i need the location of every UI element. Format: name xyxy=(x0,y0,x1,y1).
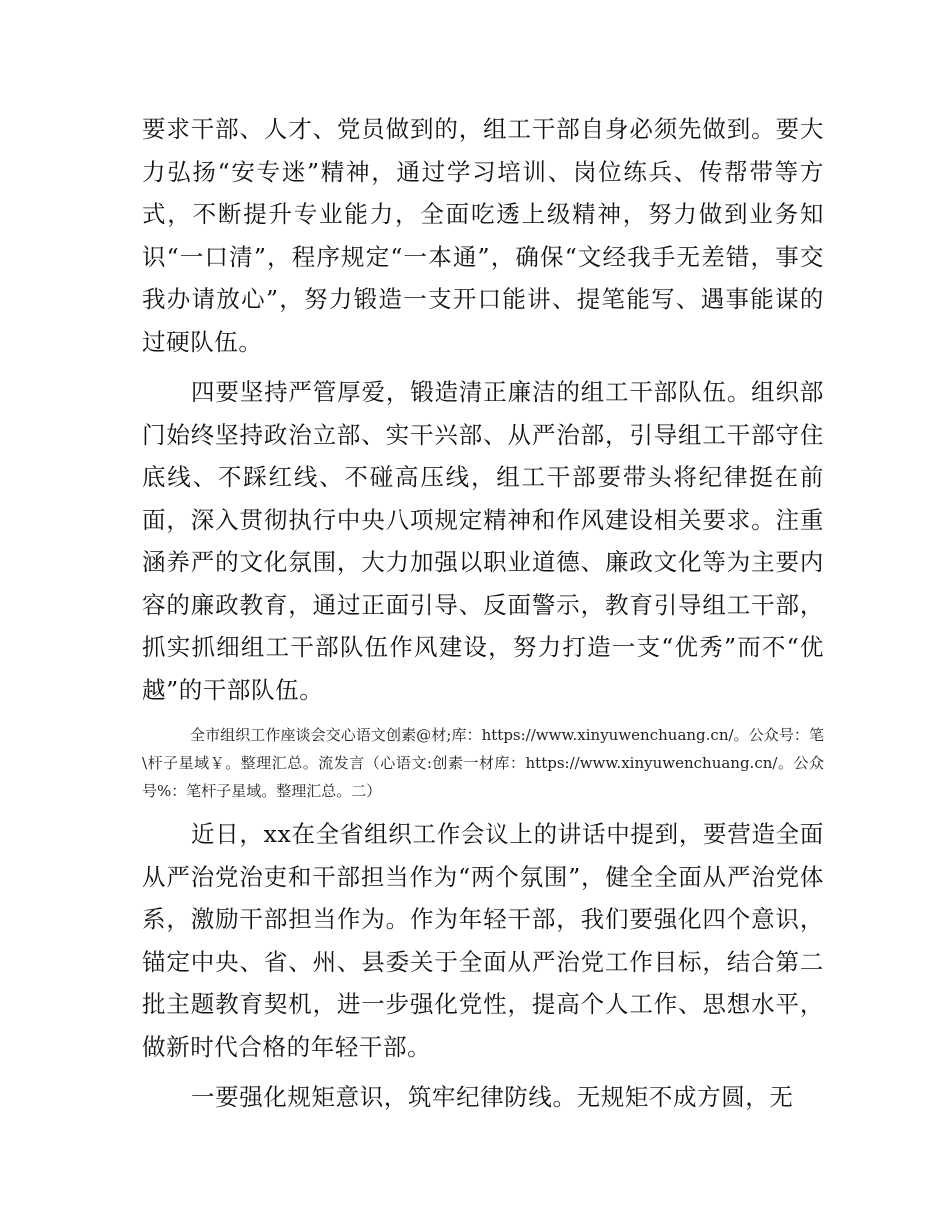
source-note: 全市组织工作座谈会交心语文创素@材;库：https://www.xinyuwenchuang.cn/。公众号：笔\杆子星域￥。整理汇总。流发言（心语文:创素一材库：https://www.xinyuwenchuang.cn/。公众号%：笔杆子星域。整理汇总。二） xyxy=(142,726,824,800)
paragraph-provincial-meeting: 近日，xx在全省组织工作会议上的讲话中提到，要营造全面从严治党治吏和干部担当作为“两个氛围”，健全全面从严治党体系，激励干部担当作为。作为年轻干部，我们要强化四个意识，锚定中央、省、州、县委关于全面从严治党工作目标，结合第二批主题教育契机，进一步强化党性，提高个人工作、思想水平，做新时代合格的年轻干部。 xyxy=(142,820,824,1061)
paragraph-cadre-requirements: 要求干部、人才、党员做到的，组工干部自身必须先做到。要大力弘扬“安专迷”精神，通过学习培训、岗位练兵、传帮带等方式，不断提升专业能力，全面吃透上级精神，努力做到业务知识“一口清”，程序规定“一本通”，确保“文经我手无差错，事交我办请放心”，努力锻造一支开口能讲、提笔能写、遇事能谋的过硬队伍。 xyxy=(142,115,824,356)
paragraph-rules-awareness: 一要强化规矩意识，筑牢纪律防线。无规矩不成方圆，无 xyxy=(191,1083,794,1111)
document-page xyxy=(142,108,824,1119)
paragraph-strict-management: 四要坚持严管厚爱，锻造清正廉洁的组工干部队伍。组织部门始终坚持政治立部、实干兴部、从严治部，引导组工干部守住底线、不踩红线、不碰高压线，组工干部要带头将纪律挺在前面，深入贯彻执行中央八项规定精神和作风建设相关要求。注重涵养严的文化氛围，大力加强以职业道德、廉政文化等为主要内容的廉政教育，通过正面引导、反面警示，教育引导组工干部，抓实抓细组工干部队伍作风建设，努力打造一支“优秀”而不“优越”的干部队伍。 xyxy=(142,378,824,704)
